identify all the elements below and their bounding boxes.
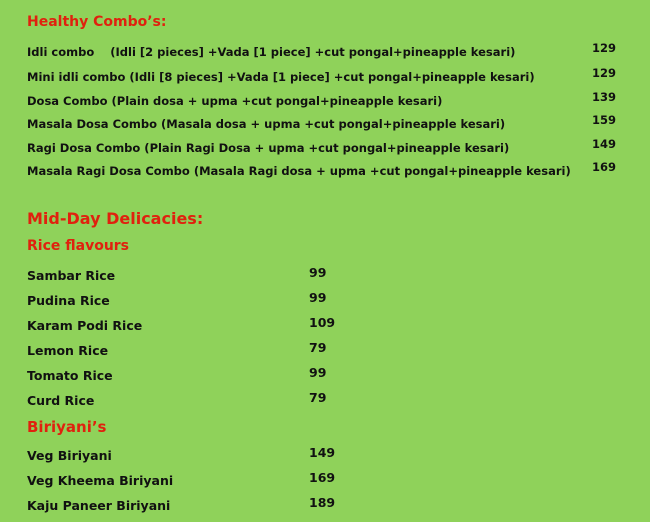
combo-item-price: 169 — [592, 160, 617, 174]
biriyani-heading: Biriyani’s — [27, 418, 107, 436]
rice-item-price: 99 — [309, 265, 327, 280]
combo-item — [27, 160, 617, 179]
biriyani-item-price: 189 — [309, 495, 336, 510]
rice-item — [27, 340, 327, 359]
combo-item-name: Dosa Combo (Plain dosa + upma +cut pongal+pineapple kesari) — [27, 94, 443, 108]
rice-item — [27, 265, 327, 284]
combo-item-name: Masala Ragi Dosa Combo (Masala Ragi dosa + upma +cut pongal+pineapple kesari) — [27, 164, 571, 178]
combo-item-name: Mini idli combo (Idli [8 pieces] +Vada [1 piece] +cut pongal+pineapple kesari) — [27, 70, 535, 84]
biriyani-item — [27, 445, 336, 464]
combo-item — [27, 41, 617, 60]
combo-item — [27, 90, 617, 109]
combo-item — [27, 66, 617, 85]
rice-item — [27, 315, 336, 334]
combo-item-name: Masala Dosa Combo (Masala dosa + upma +cut pongal+pineapple kesari) — [27, 117, 506, 131]
combo-item-price: 129 — [592, 41, 617, 55]
rice-item — [27, 290, 327, 309]
combo-item — [27, 113, 617, 132]
mid-day-heading: Mid-Day Delicacies: — [27, 209, 204, 228]
combo-item-price: 159 — [592, 113, 617, 127]
rice-item-name: Curd Rice — [27, 393, 95, 408]
biriyani-item — [27, 495, 336, 514]
rice-item-price: 79 — [309, 390, 327, 405]
combo-item-price: 149 — [592, 137, 617, 151]
rice-item-price: 99 — [309, 290, 327, 305]
rice-item-name: Tomato Rice — [27, 368, 113, 383]
biriyani-item-name: Kaju Paneer Biriyani — [27, 498, 171, 513]
rice-item-price: 99 — [309, 365, 327, 380]
combo-item — [27, 137, 617, 156]
biriyani-item-price: 169 — [309, 470, 336, 485]
rice-item-name: Karam Podi Rice — [27, 318, 143, 333]
biriyani-item — [27, 470, 336, 489]
combo-item-name: Idli combo (Idli [2 pieces] +Vada [1 piece] +cut pongal+pineapple kesari) — [27, 45, 516, 59]
combo-item-price: 129 — [592, 66, 617, 80]
biriyani-item-name: Veg Biriyani — [27, 448, 112, 463]
rice-item-price: 79 — [309, 340, 327, 355]
rice-item-name: Lemon Rice — [27, 343, 109, 358]
rice-item-price: 109 — [309, 315, 336, 330]
rice-item-name: Pudina Rice — [27, 293, 110, 308]
rice-flavours-heading: Rice flavours — [27, 238, 130, 254]
combo-item-price: 139 — [592, 90, 617, 104]
rice-item — [27, 365, 327, 384]
combo-item-name: Ragi Dosa Combo (Plain Ragi Dosa + upma +cut pongal+pineapple kesari) — [27, 141, 510, 155]
healthy-combos-heading: Healthy Combo’s: — [27, 14, 167, 30]
rice-item — [27, 390, 327, 409]
biriyani-item-price: 149 — [309, 445, 336, 460]
rice-item-name: Sambar Rice — [27, 268, 116, 283]
biriyani-item-name: Veg Kheema Biriyani — [27, 473, 174, 488]
